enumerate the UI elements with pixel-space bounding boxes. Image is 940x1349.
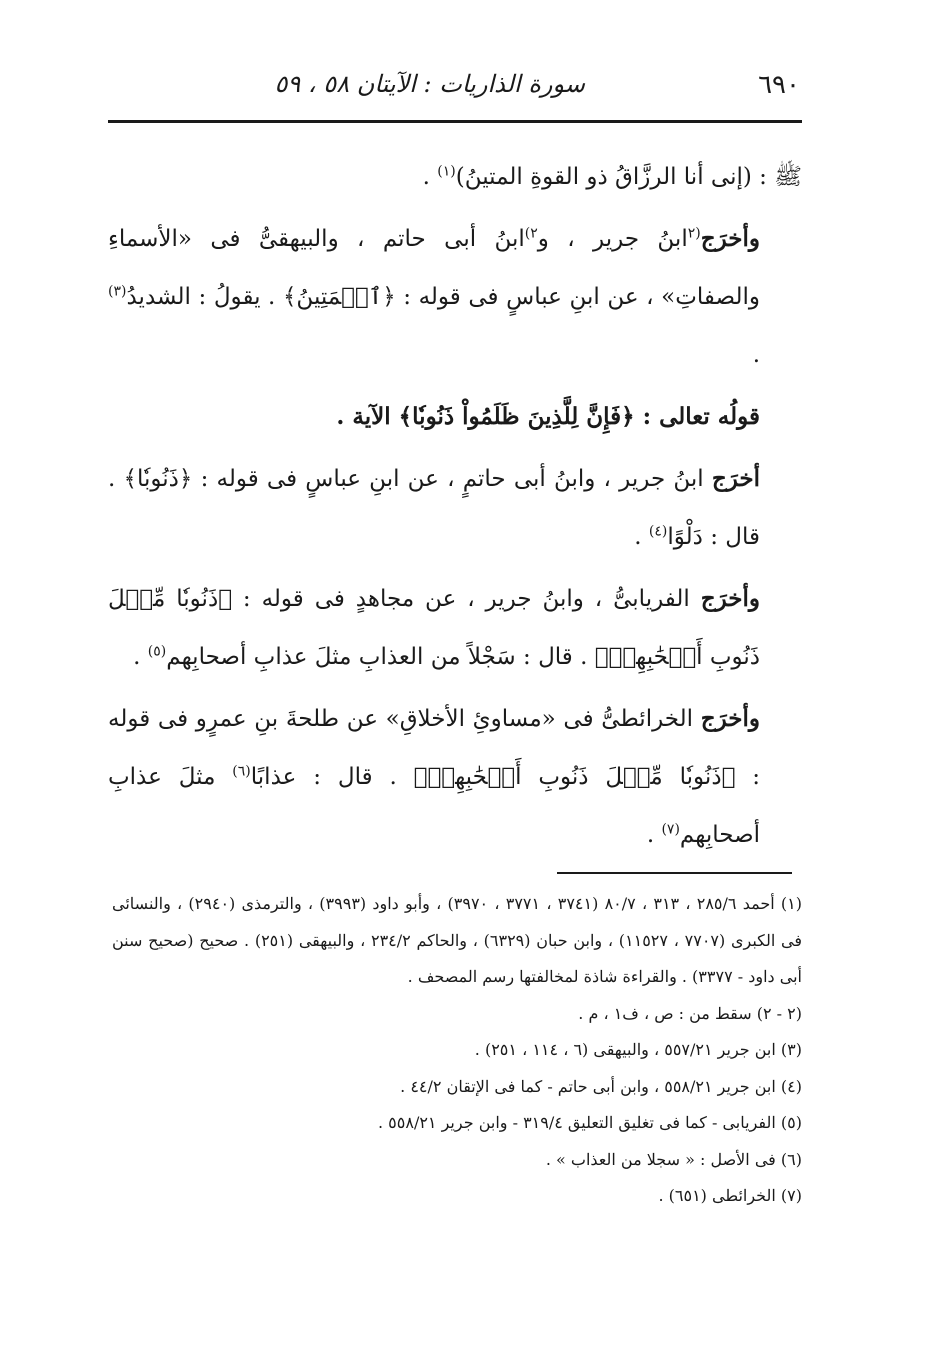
page-number: ٦٩٠ (758, 70, 800, 100)
footnote-5: (٥) الفريابى - كما فى تغليق التعليق ٣١٩/٤ - وابن جرير ٥٥٨/٢١ . (377, 1113, 802, 1132)
footnote-6: (٦) فى الأصل : « سجلا من العذاب » . (545, 1149, 802, 1169)
footnote-ref: (١) (437, 163, 456, 180)
main-text (108, 148, 802, 868)
footnote-4: (٤) ابن جرير ٥٥٨/٢١ ، وابن أبى حاتم - كما فى الإتقان ٤٤/٢ . (400, 1076, 802, 1096)
header-rule (108, 120, 802, 123)
paragraph-lead: أخرَج (711, 465, 760, 492)
verse-heading: قولُه تعالى : ﴿فَإِنَّ لِلَّذِينَ ظَلَمُواْ ذَنُوبٗا﴾ الآية . (336, 403, 760, 430)
footnote-2: (٢ - ٢) سقط من : ص ، ف١ ، م . (578, 1003, 802, 1023)
footnote-ref: (٦) (232, 763, 251, 780)
footnote-7: (٧) الخرائطى (٦٥١) . (658, 1186, 802, 1205)
paragraph-lead: وأخرَج (700, 705, 760, 732)
paragraph-lead: وأخرَج (700, 585, 760, 612)
paragraph-4: أخرَج ابنُ جرير ، وابنُ أبى حاتمٍ ، عن ابنِ عباسٍ فى قوله : ﴿ذَنُوبٗا﴾ . قال : دَلْوًا$^{(٤)}$ . (108, 465, 760, 550)
footnotes (112, 886, 802, 1215)
running-head: سورة الذاريات : الآيتان ٥٨ ، ٥٩ (274, 70, 585, 98)
footnote-ref: ٢) (524, 225, 538, 242)
footnote-ref: (٥) (147, 643, 167, 660)
footnote-ref: (٤) (648, 523, 668, 540)
paragraph-6: وأخرَج الخرائطىُّ فى «مساوئِ الأخلاقِ» عن طلحةَ بنِ عمرٍو فى قوله : ﴿ذَنُوبٗا مِّثۡلَ ذَنُوبِ أَصۡحَٰبِهِمۡ﴾ . قال : عذابًا$^{(٦)}$ مثلَ عذابِ أصحابِهم$^{(٧)}$ . (108, 705, 761, 848)
paragraph-2: وأخرَج$^{(٢}$ابنُ جرير ، و$^{٢)}$ابنُ أبى حاتم ، والبيهقىُّ فى «الأسماءِ والصفاتِ» ، عن ابنِ عباسٍ فى قوله : ﴿ٱلۡمَتِينُ﴾ . يقولُ : الشديدُ$^{(٣)}$ . (108, 225, 760, 368)
page-header (110, 62, 800, 112)
hadith-text: ﷺ : (إنى أنا الرزَّاقُ ذو القوةِ المتينُ) (455, 164, 802, 190)
footnote-1: (١) أحمد ٢٨٥/٦ ، ٣١٣ ، ٨٠/٧ (٣٧٤١ ، ٣٧٧١ ، ٣٩٧٠) ، وأبو داود (٣٩٩٣) ، والترمذى (٢٩٤٠) ، والنسائى فى الكبرى (٧٧٠٧ ، ١١٥٢٧) ، وابن حبان (٦٣٢٩) ، والحاكم ٢٣٤/٢ ، والبيهقى (٢٥١) . صحيح (صحيح سنن أبى داود - ٣٣٧٧) . والقراءة شاذة لمخالفتها رسم المصحف . (112, 894, 803, 986)
paragraph-3 (108, 388, 802, 446)
footnote-separator (557, 872, 792, 874)
footnote-ref: (٧) (661, 821, 680, 838)
paragraph-1: ﷺ : (إنى أنا الرزَّاقُ ذو القوةِ المتينُ)$^{(١)}$ . (422, 163, 802, 190)
footnote-ref: (٢ (687, 225, 701, 242)
paragraph-lead: وأخرَج (700, 225, 760, 252)
footnote-3: (٣) ابن جرير ٥٥٧/٢١ ، والبيهقى (٦ ، ١١٤ ، ٢٥١) . (474, 1040, 802, 1059)
paragraph-5: وأخرَج الفريابىُّ ، وابنُ جرير ، عن مجاهدٍ فى قوله : ﴿ذَنُوبٗا مِّثۡلَ ذَنُوبِ أَصۡحَٰبِهِمۡ﴾ . قال : سَجْلاً من العذابِ مثلَ عذابِ أصحابِهم$^{(٥)}$ . (108, 585, 760, 670)
footnote-ref: (٣) (108, 283, 127, 300)
